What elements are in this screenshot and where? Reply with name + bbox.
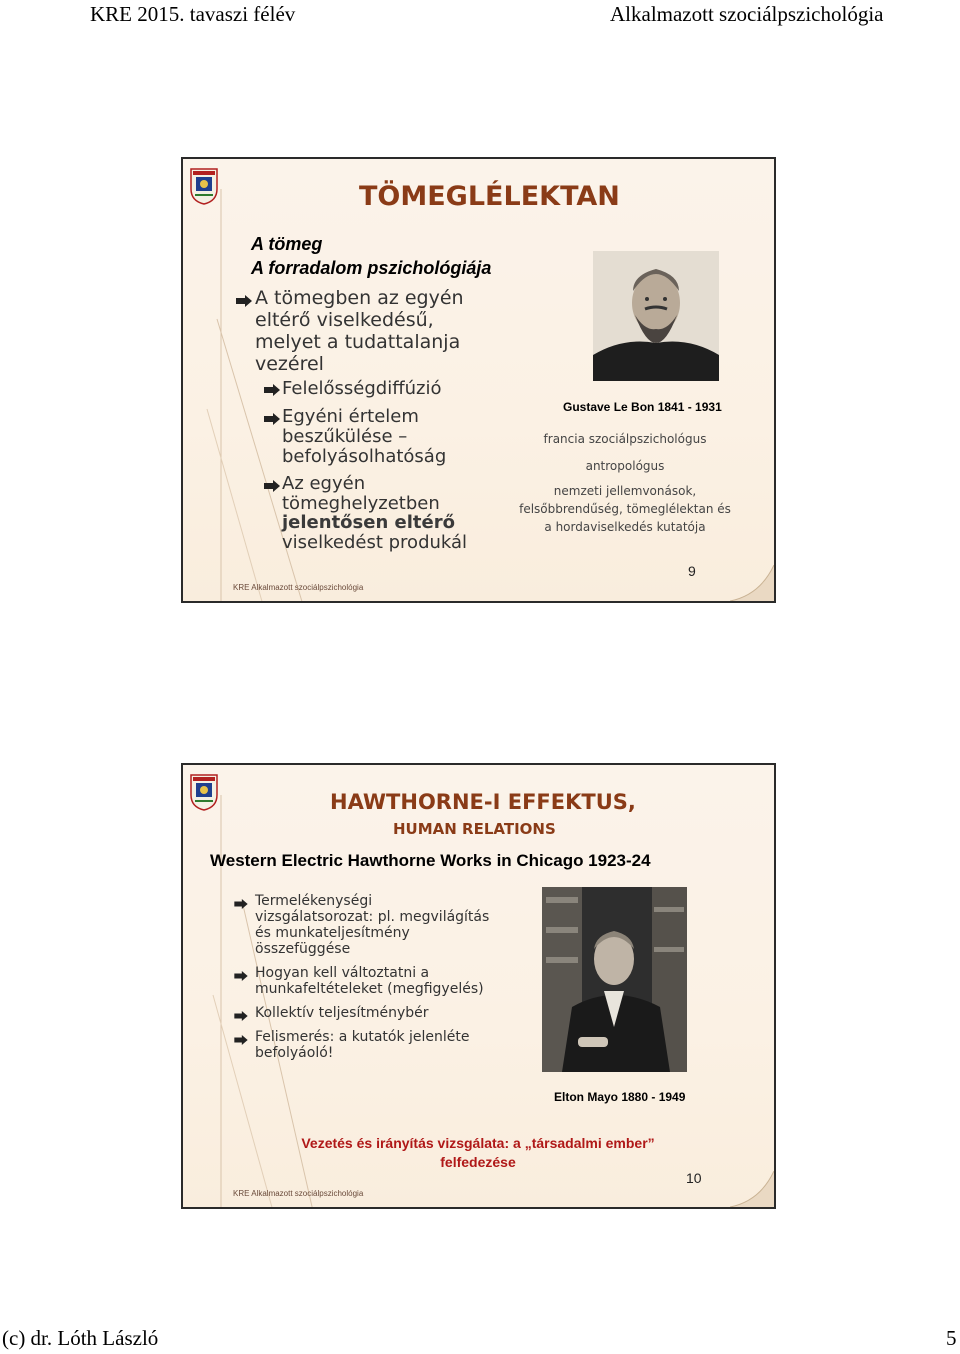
sub-bullet-line: Felelősségdiffúzió <box>282 378 442 399</box>
slide-page-number: 9 <box>688 563 696 579</box>
bullet-line: Termelékenységi <box>255 893 373 909</box>
sub-bullet-line: Az egyén <box>282 473 366 494</box>
arrow-bullet-icon <box>263 413 281 425</box>
bullet-line: munkafeltételeket (megfigyelés) <box>255 981 484 997</box>
sub-bullet-line: Egyéni értelem <box>282 406 419 427</box>
conclusion-line: felfedezése <box>440 1154 516 1170</box>
arrow-bullet-icon <box>233 1035 249 1045</box>
header-course: KRE 2015. tavaszi félév <box>90 2 296 26</box>
footer-page-number: 5 <box>946 1326 957 1350</box>
sub-bullet-line: viselkedést produkál <box>282 532 468 553</box>
description-line: francia szociálpszichológus <box>543 432 707 446</box>
portrait-gustave-le-bon <box>593 251 719 381</box>
slide-subtitle: HUMAN RELATIONS <box>393 820 556 838</box>
arrow-bullet-icon <box>263 480 281 492</box>
arrow-bullet-icon <box>233 971 249 981</box>
person-name: Elton Mayo 1880 - 1949 <box>554 1090 686 1104</box>
bullet-line: Felismerés: a kutatók jelenléte <box>255 1029 470 1045</box>
bullet-line: összefüggése <box>255 941 351 957</box>
sub-bullet-line: befolyásolhatóság <box>282 446 447 467</box>
page-footer <box>0 1326 960 1354</box>
arrow-bullet-icon <box>233 899 249 909</box>
header-subject: Alkalmazott szociálpszichológia <box>610 2 884 26</box>
bullet-line: melyet a tudattalanja <box>255 331 461 353</box>
subtitle-line: A tömeg <box>251 234 323 254</box>
description-line: nemzeti jellemvonások, <box>553 484 697 498</box>
bullet-line: A tömegben az egyén <box>255 287 464 309</box>
sub-bullet-line: beszűkülése – <box>282 426 408 447</box>
slide-tomeglelektan <box>181 157 776 603</box>
emphasized-line: jelentősen eltérő <box>282 512 455 533</box>
page-curl-icon <box>730 565 774 601</box>
slide-decoration-lines <box>183 159 776 603</box>
page-curl-icon <box>730 1171 774 1207</box>
slide-source-label: KRE Alkalmazott szociálpszichológia <box>233 583 364 592</box>
bullet-line: vizsgálatsorozat: pl. megvilágítás <box>255 909 490 925</box>
slide-hawthorne <box>181 763 776 1209</box>
crest-logo-icon <box>189 167 219 205</box>
footer-author: (c) dr. Lóth László <box>2 1326 159 1350</box>
bullet-line: Kollektív teljesítménybér <box>255 1005 429 1021</box>
arrow-bullet-icon <box>233 1011 249 1021</box>
description-line: a hordaviselkedés kutatója <box>544 520 706 534</box>
page-header <box>0 0 960 34</box>
description-line: felsőbbrendűség, tömeglélektan és <box>519 502 731 516</box>
slide-title: HAWTHORNE-I EFFEKTUS, <box>330 790 636 814</box>
sub-bullet-line: tömeghelyzetben <box>282 493 440 514</box>
description-line: antropológus <box>585 459 665 473</box>
slide-page-number: 10 <box>686 1170 702 1186</box>
arrow-bullet-icon <box>263 384 281 396</box>
subtitle-line: A forradalom pszichológiája <box>251 258 492 278</box>
conclusion-line: Vezetés és irányítás vizsgálata: a „társadalmi ember” <box>301 1135 655 1151</box>
slide-source-label: KRE Alkalmazott szociálpszichológia <box>233 1189 364 1198</box>
slide-title: TÖMEGLÉLEKTAN <box>359 181 620 212</box>
crest-logo-icon <box>189 773 219 811</box>
bullet-line: Hogyan kell változtatni a <box>255 965 430 981</box>
bullet-line: és munkateljesítmény <box>255 925 410 941</box>
slide-heading: Western Electric Hawthorne Works in Chicago 1923-24 <box>210 851 651 870</box>
portrait-elton-mayo <box>542 887 687 1072</box>
bullet-line: eltérő viselkedésű, <box>255 309 434 331</box>
person-name: Gustave Le Bon 1841 - 1931 <box>563 400 722 414</box>
bullet-line: vezérel <box>255 353 324 375</box>
bullet-line: befolyáoló! <box>255 1045 334 1061</box>
arrow-bullet-icon <box>235 295 253 307</box>
